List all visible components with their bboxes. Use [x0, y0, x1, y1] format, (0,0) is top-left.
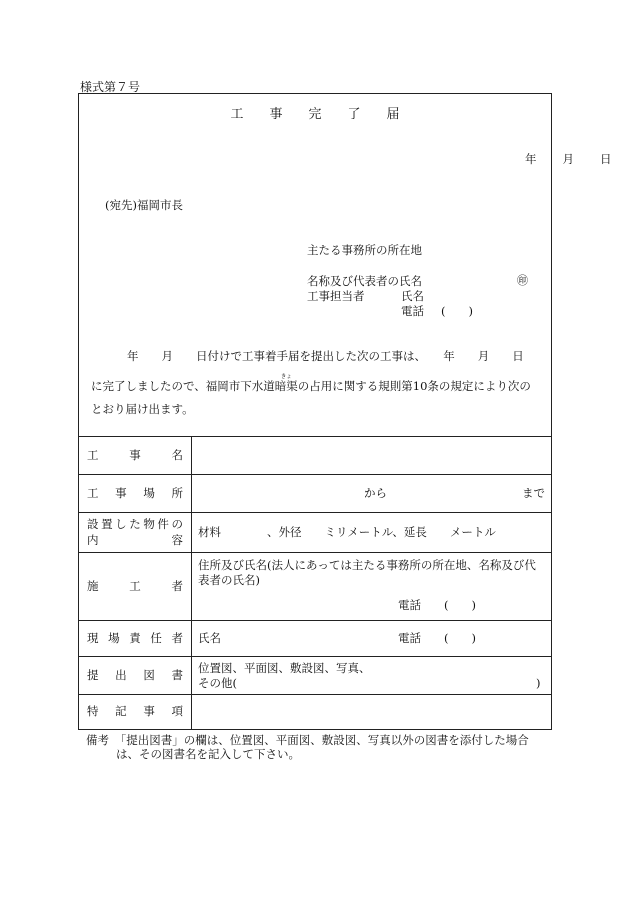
row-label: [79, 513, 192, 553]
row-content: [192, 475, 552, 513]
row-content: [192, 695, 552, 730]
row-label: 特記事項: [79, 695, 192, 730]
row-label: 工事場所: [79, 475, 192, 513]
table-row: [79, 657, 551, 695]
title-char: 工: [230, 107, 244, 122]
date-row: [525, 153, 612, 167]
table-row: [79, 475, 551, 513]
body-line-2: [91, 374, 531, 394]
title-char: 完: [308, 107, 322, 122]
contractor-phone: 電話 ( ): [398, 598, 476, 612]
phone-label: 電話: [401, 304, 424, 318]
row-content: [192, 553, 552, 621]
document-title: [79, 107, 551, 123]
details-table: [79, 436, 551, 730]
row-label-line: 内容: [87, 532, 183, 547]
body-line-1: 年 月 日付けで工事着手届を提出した次の工事は、 年 月 日: [127, 349, 524, 363]
title-char: 届: [386, 107, 400, 122]
ruby-word: [274, 374, 298, 394]
table-row: [79, 695, 551, 730]
representative-name-label: 名称及び代表者の氏名: [307, 274, 422, 288]
row-content: 材料 、外径 ミリメートル、延長 メートル: [192, 513, 552, 553]
body-line-3: とおり届け出ます。: [91, 402, 194, 416]
body-line-2-after: の占用に関する規則第10条の規定により次の: [297, 379, 531, 393]
row-label-line: 設置した物件の: [87, 516, 183, 531]
body-line-2-before: に完了しましたので、福岡市下水道: [91, 379, 275, 393]
title-char: 了: [347, 107, 361, 122]
row-label: 提出図書: [79, 657, 192, 695]
table-row: [79, 621, 551, 657]
seal-mark: ㊞: [517, 274, 528, 287]
addressee: (宛先)福岡市長: [105, 198, 183, 212]
person-name-label: 氏名: [401, 289, 424, 303]
ruby-text: きょ: [280, 374, 292, 380]
form-frame: [78, 93, 612, 730]
phone-parens: ( ): [441, 304, 473, 318]
contractor-description: 住所及び氏名(法人にあっては主たる事務所の所在地、名称及び代表者の氏名): [198, 558, 536, 587]
date-month-label: 月: [562, 152, 574, 166]
to-label: まで: [522, 486, 545, 500]
person-in-charge-label: 工事担当者: [307, 289, 365, 303]
title-char: 事: [269, 107, 283, 122]
date-day-label: 日: [600, 152, 612, 166]
row-label: 工事名: [79, 437, 192, 475]
remarks-line-1: 備考 「提出図書」の欄は、位置図、平面図、敷設図、写真以外の図書を添付した場合: [86, 733, 529, 747]
row-label: 施工者: [79, 553, 192, 621]
row-content: [192, 437, 552, 475]
ruby-base: 暗渠: [274, 379, 298, 393]
supervisor-name-label: 氏名: [198, 631, 221, 645]
documents-close-paren: ): [536, 676, 541, 690]
documents-line-2: その他(: [198, 675, 237, 690]
row-label: 現場責任者: [79, 621, 192, 657]
remarks-line-2: は、その図書名を記入して下さい。: [116, 746, 300, 761]
from-label: から: [364, 486, 387, 500]
form-number: 様式第７号: [80, 80, 141, 94]
table-row: [79, 513, 551, 553]
office-location-label: 主たる事務所の所在地: [307, 243, 422, 257]
remarks-note: [86, 734, 556, 762]
table-row: [79, 553, 551, 621]
documents-line-1: 位置図、平面図、敷設図、写真、: [198, 660, 371, 675]
row-content: [192, 657, 552, 695]
row-content: [192, 621, 552, 657]
table-row: [79, 437, 551, 475]
date-year-label: 年: [525, 152, 537, 166]
supervisor-phone: 電話 ( ): [398, 631, 476, 645]
